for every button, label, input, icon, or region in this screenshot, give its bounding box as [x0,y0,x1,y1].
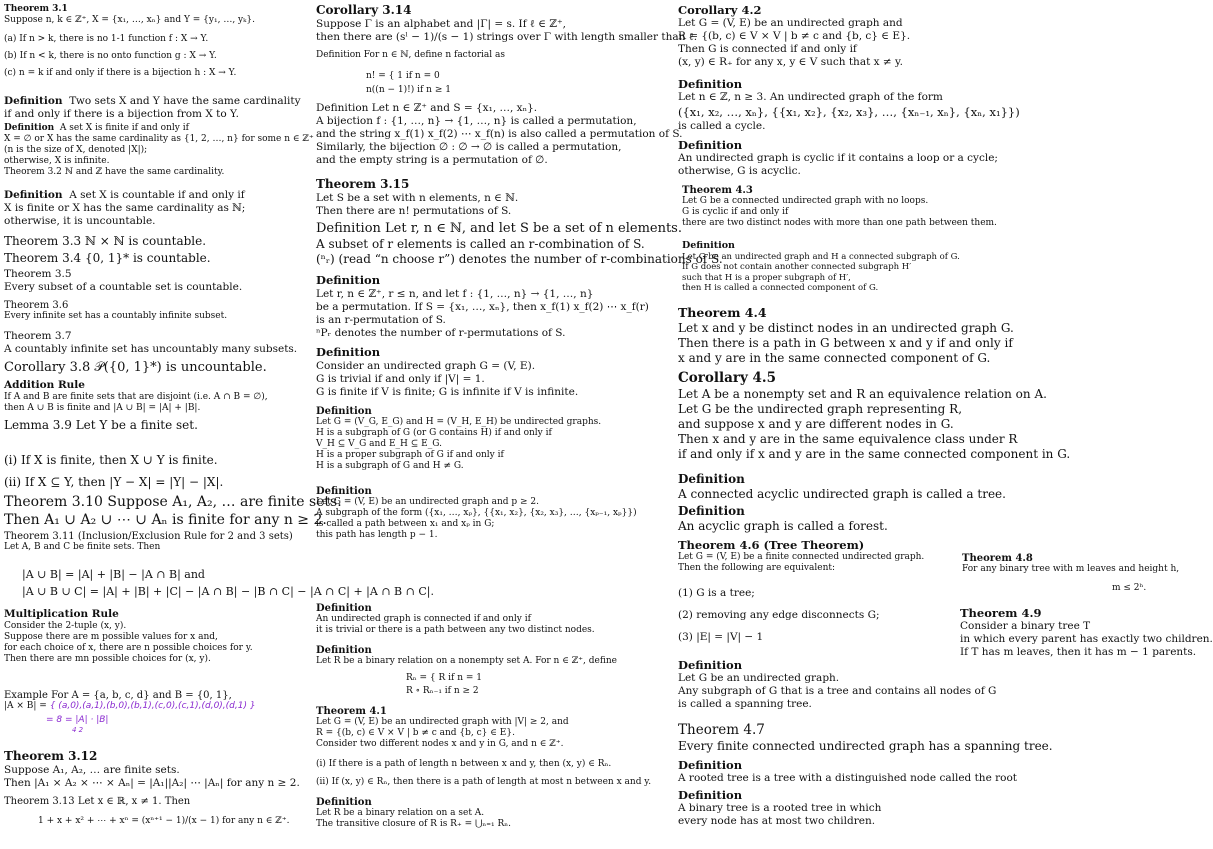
definition-combination [316,221,723,267]
block-title: Corollary 3.14 [316,3,412,17]
line: Similarly, the bijection ∅ : ∅ → ∅ is called a permutation, [316,141,622,153]
line: in which every parent has exactly two children. [960,633,1213,645]
theorem-3-7 [4,330,310,356]
theorem-4-8 [962,553,1194,594]
block-title: Definition [316,486,372,497]
block-title: Theorem 4.9 [960,606,1042,620]
definition-rooted-tree [678,758,1196,785]
line: An acyclic graph is called a forest. [678,519,888,533]
theorem-3-5 [4,268,310,294]
line: Consider the 2-tuple (x, y). [4,621,127,631]
block-title: Theorem 3.15 [316,177,410,191]
block-title: Addition Rule [4,379,85,391]
line: Suppose there are m possible values for x and, [4,632,218,642]
block-title: Definition [316,797,372,808]
line: if and only if there is a bijection from X to Y. [4,108,239,120]
theorem-3-6 [4,300,310,322]
theorem-4-1 [316,706,672,788]
line: Then A₁ ∪ A₂ ∪ ⋯ ∪ Aₙ is finite for any n ≥ 2. [4,512,327,528]
line: Let G = (V, E) be a finite connected undirected graph. [678,552,925,562]
definition-subgraph [316,406,672,472]
line: Suppose Γ is an alphabet and |Γ| = s. If ℓ ∈ ℤ⁺, [316,18,566,30]
lemma-3-9-ii: (ii) If X ⊆ Y, then |Y − X| = |Y| − |X|. [4,475,224,489]
line: (n is the size of X, denoted |X|); [4,145,148,155]
line: (ⁿᵣ) (read “n choose r”) denotes the number of r-combinations of S. [316,252,723,266]
handwritten-note: { (a,0),(a,1),(b,0),(b,1),(c,0),(c,1),(d,0),(d,1) } [49,701,256,711]
line: x and y are in the same connected component of G. [678,351,991,365]
corollary-4-2 [678,3,1196,69]
definition-finite [4,123,314,178]
block-title: Theorem 3.1 [4,4,68,14]
line: then H is called a connected component of G. [682,283,879,293]
theorem-4-7 [678,722,1196,754]
line: then there are (sˡ − 1)/(s − 1) strings over Γ with length smaller than ℓ. [316,31,698,43]
block-title: Theorem 3.12 [4,749,98,763]
equation: n! = { 1 if n = 0 [366,71,440,81]
block-title: Theorem 4.6 (Tree Theorem) [678,538,865,552]
definition-binary-tree [678,788,1196,828]
theorem-3-4: Theorem 3.4 {0, 1}* is countable. [4,251,211,265]
line: Let x and y be distinct nodes in an undirected graph G. [678,321,1014,335]
block-title: Theorem 3.7 [4,330,72,342]
theorem-3-13 [4,796,310,827]
block-title: Definition [316,645,372,656]
theorem-3-1 [4,4,310,79]
corollary-3-8: Corollary 3.8 𝒫({0, 1}*) is uncountable. [4,360,267,375]
block-title: Theorem 3.6 [4,300,69,311]
line: A subgraph of the form ({x₁, …, xₚ}, {{x₁, x₂}, {x₂, x₃}, …, {xₚ₋₁, xₚ}}) [316,508,637,518]
block-title: Definition [678,504,745,518]
line: R = {(b, c) ∈ V × V | b ≠ c and {b, c} ∈ E}. [316,728,515,738]
equation: Rₙ = { R if n = 1 [406,673,483,683]
line: m ≤ 2ʰ. [1112,583,1147,593]
line: Theorem 3.13 Let x ∈ ℝ, x ≠ 1. Then [4,796,191,807]
block-title: Theorem 4.8 [962,553,1033,564]
equation: |A ∪ B| = |A| + |B| − |A ∩ B| and [22,568,205,581]
definition-forest [678,504,1196,534]
block-title: Theorem 4.4 [678,305,767,320]
item-1: (1) G is a tree; [678,587,755,599]
line: Let G = (V, E) be an undirected graph and [678,17,903,29]
line: X = ∅ or X has the same cardinality as {1, 2, …, n} for some n ∈ ℤ⁺ [4,134,314,144]
line: Let G be an undirected graph and H a connected subgraph of G. [682,251,960,262]
line: R = {(b, c) ∈ V × V | b ≠ c and {b, c} ∈ E}. [678,30,911,42]
item-c: (c) n = k if and only if there is a bijection h : X → Y. [4,68,237,78]
line: Let n ∈ ℤ, n ≥ 3. An undirected graph of the form [678,91,943,103]
line: Let A be a nonempty set and R an equivalence relation on A. [678,387,1047,401]
theorem-3-3: Theorem 3.3 ℕ × ℕ is countable. [4,234,207,248]
equation: n((n − 1)!) if n ≥ 1 [366,85,451,95]
line: Let G = (V_G, E_G) and H = (V_H, E_H) be undirected graphs. [316,417,602,427]
equation: 1 + x + x² + ⋯ + xⁿ = (xⁿ⁺¹ − 1)/(x − 1) for any n ∈ ℤ⁺. [38,816,290,826]
column-3 [678,0,1213,849]
line: Example For A = {a, b, c, d} and B = {0, 1}, [4,690,232,701]
line: H is a proper subgraph of G if and only if [316,450,504,460]
theorem-3-15 [316,177,672,218]
theorem-3-12 [4,748,310,790]
theorem-3-10 [4,493,342,529]
block-title: Definition [316,273,381,287]
line: H is a subgraph of G (or G contains H) if and only if [316,428,552,438]
block-title: Theorem 4.3 [682,185,753,196]
corollary-3-14 [316,3,698,44]
line: is called a path between x₁ and xₚ in G; [316,519,495,529]
line: Definition Let r, n ∈ ℕ, and let S be a set of n elements. [316,221,682,236]
line: If T has m leaves, then it has m − 1 parents. [960,646,1197,658]
definition-r-n [316,645,672,697]
line: A set X is countable if and only if [69,189,245,201]
line: Two sets X and Y have the same cardinality [69,95,301,107]
line: Then there are n! permutations of S. [316,205,512,217]
line: otherwise, it is uncountable. [4,215,156,227]
line: it is trivial or there is a path between any two distinct nodes. [316,625,595,635]
line: ⁿPᵣ denotes the number of r-permutations of S. [316,327,566,339]
line: If A and B are finite sets that are disjoint (i.e. A ∩ B = ∅), [4,392,268,402]
block-title: Corollary 4.2 [678,3,762,17]
theorem-4-6 [678,538,956,644]
equation: R ∘ Rₙ₋₁ if n ≥ 2 [406,686,479,696]
statement: Suppose n, k ∈ ℤ⁺, X = {x₁, …, xₙ} and Y = {y₁, …, yₖ}. [4,15,255,25]
definition-graph [316,345,672,399]
line: Let G = (V, E) be an undirected graph and p ≥ 2. [316,497,540,507]
equation: |A ∪ B ∪ C| = |A| + |B| + |C| − |A ∩ B| − |B ∩ C| − |A ∩ C| + |A ∩ B ∩ C|. [22,585,434,598]
block-title: Definition [682,240,735,251]
line: G is cyclic if and only if [682,207,789,217]
corollary-4-5 [678,370,1196,462]
block-title: Definition [678,472,745,486]
line: Let A, B and C be finite sets. Then [4,542,161,552]
line: if and only if x and y are in the same connected component in G. [678,447,1071,461]
handwritten-note: = 8 = |A| · |B| [46,715,109,725]
line: otherwise, X is infinite. [4,156,110,166]
block-title: Definition [678,77,743,91]
block-title: Theorem 3.5 [4,268,72,280]
line: A countably infinite set has uncountably many subsets. [4,343,298,355]
line: ({x₁, x₂, …, xₙ}, {{x₁, x₂}, {x₂, x₃}, …, {xₙ₋₁, xₙ}, {xₙ, x₁}}) [678,105,1020,119]
block-title: Corollary 4.5 [678,370,777,386]
definition-cardinality [4,95,310,121]
block-title: Definition [316,345,381,359]
line: Definition Let n ∈ ℤ⁺ and S = {x₁, …, xₙ}. [316,102,538,114]
multiplication-rule [4,608,310,665]
line: Every finite connected undirected graph has a spanning tree. [678,739,1053,753]
definition-tree [678,472,1196,502]
line: Consider an undirected graph G = (V, E). [316,360,536,372]
line: Then |A₁ × A₂ × ⋯ × Aₙ| = |A₁||A₂| ⋯ |Aₙ| for any n ≥ 2. [4,777,300,789]
definition-r-permutation [316,273,672,340]
line: Consider a binary tree T [960,620,1091,632]
lemma-3-9-i: (i) If X is finite, then X ∪ Y is finite. [4,453,218,467]
line: for each choice of x, there are n possible choices for y. [4,643,253,653]
item-3: (3) |E| = |V| − 1 [678,631,764,643]
definition-transitive-closure [316,797,672,830]
line: The transitive closure of R is R₊ = ⋃ₙ₌₁ Rₙ. [316,819,511,829]
block-title: Definition [4,95,63,107]
line: Let r, n ∈ ℤ⁺, r ≤ n, and let f : {1, …, n} → {1, …, n} [316,288,594,300]
definition-connected-component [682,241,1196,294]
definition-connected [316,603,672,636]
line: there are two distinct nodes with more than one path between them. [682,218,997,228]
line: If G does not contain another connected subgraph H′ [682,262,912,272]
line: A rooted tree is a tree with a distinguished node called the root [678,772,1018,784]
definition-spanning-tree [678,658,1196,711]
line: H is a subgraph of G and H ≠ G. [316,461,464,471]
line: Let G be an undirected graph. [678,672,840,684]
line: is called a spanning tree. [678,698,812,710]
line: (x, y) ∈ R₊ for any x, y ∈ V such that x ≠ y. [678,56,903,68]
line: A subset of r elements is called an r-combination of S. [316,237,645,251]
line: be a permutation. If S = {x₁, …, xₙ}, then x_f(1) x_f(2) ⋯ x_f(r) [316,301,649,313]
line: An undirected graph is cyclic if it contains a loop or a cycle; [678,152,998,164]
item-a: (a) If n > k, there is no 1-1 function f : X → Y. [4,34,209,44]
line: Every infinite set has a countably infinite subset. [4,311,228,321]
line: every node has at most two children. [678,815,876,827]
line: G is finite if V is finite; G is infinite if V is infinite. [316,386,579,398]
addition-rule [4,379,310,414]
theorem-4-4 [678,305,1196,366]
definition-countable [4,189,310,228]
line: Consider two different nodes x and y in G, and n ∈ ℤ⁺. [316,739,564,749]
line: A set X is finite if and only if [59,123,189,133]
line: |A × B| = [4,701,47,711]
definition-path [316,486,672,541]
line: Theorem 3.10 Suppose A₁, A₂, … are finite sets. [4,494,342,510]
line: Then the following are equivalent: [678,563,836,573]
block-title: Definition [678,788,743,802]
block-title: Theorem 4.1 [316,706,387,717]
line: For any binary tree with m leaves and height h, [962,564,1180,574]
line: Let G be a connected undirected graph with no loops. [682,196,929,206]
line: G is trivial if and only if |V| = 1. [316,373,485,385]
line: Definition For n ∈ ℕ, define n factorial as [316,50,506,60]
block-title: Multiplication Rule [4,608,119,620]
line: Let R be a binary relation on a set A. [316,808,485,818]
line: Suppose A₁, A₂, … are finite sets. [4,764,180,776]
block-title: Theorem 4.7 [678,722,765,738]
line: and suppose x and y are different nodes in G. [678,417,954,431]
block-title: Definition [678,658,743,672]
block-title: Definition [678,758,743,772]
item-i: (i) If there is a path of length n between x and y, then (x, y) ∈ Rₙ. [316,759,612,769]
line: Then G is connected if and only if [678,43,857,55]
block-title: Definition [4,189,63,201]
line: Then x and y are in the same equivalence class under R [678,432,1018,446]
lemma-3-9: Lemma 3.9 Let Y be a finite set. [4,418,198,432]
line: Then there is a path in G between x and y if and only if [678,336,1013,350]
line: A connected acyclic undirected graph is called a tree. [678,487,1006,501]
theorem-4-9 [960,606,1213,659]
theorem-3-2: Theorem 3.2 ℕ and ℤ have the same cardinality. [4,167,225,177]
line: V_H ⊆ V_G and E_H ⊆ E_G. [316,439,442,449]
definition-permutation [316,102,683,167]
line: otherwise, G is acyclic. [678,165,801,177]
definition-factorial [316,50,672,96]
block-title: Theorem 3.11 (Inclusion/Exclusion Rule for 2 and 3 sets) [4,531,293,542]
line: Any subgraph of G that is a tree and contains all nodes of G [678,685,997,697]
block-title: Definition [316,603,372,614]
line: and the string x_f(1) x_f(2) ⋯ x_f(n) is also called a permutation of S. [316,128,683,140]
block-title: Definition [316,406,372,417]
item-2: (2) removing any edge disconnects G; [678,609,880,621]
line: Then there are mn possible choices for (x, y). [4,654,211,664]
line: A binary tree is a rooted tree in which [678,802,882,814]
line: Let S be a set with n elements, n ∈ ℕ. [316,192,519,204]
block-title: Definition [678,138,743,152]
line: Let R be a binary relation on a nonempty set A. For n ∈ ℤ⁺, define [316,656,617,666]
line: and the empty string is a permutation of ∅. [316,154,548,166]
line: is an r-permutation of S. [316,314,446,326]
definition-cyclic [678,138,1196,178]
line: Every subset of a countable set is countable. [4,281,243,293]
item-b: (b) If n < k, there is no onto function g : X → Y. [4,51,217,61]
line: An undirected graph is connected if and only if [316,614,531,624]
item-ii: (ii) If (x, y) ∈ Rₙ, then there is a path of length at most n between x and y. [316,777,652,787]
inclusion-exclusion-equations [22,568,434,598]
theorem-4-3 [682,185,1196,229]
theorem-3-11 [4,531,310,553]
line: Let G be the undirected graph representing R, [678,402,963,416]
line: X is finite or X has the same cardinality as ℕ; [4,202,246,214]
line: this path has length p − 1. [316,530,438,540]
example [4,690,310,734]
handwritten-note: 4 2 [72,726,84,734]
line: then A ∪ B is finite and |A ∪ B| = |A| + |B|. [4,403,201,413]
block-title: Definition [4,123,55,133]
line: such that H is a proper subgraph of H′, [682,272,851,283]
definition-cycle [678,77,1196,133]
line: is called a cycle. [678,120,766,132]
line: Let G = (V, E) be an undirected graph with |V| ≥ 2, and [316,717,569,727]
line: A bijection f : {1, …, n} → {1, …, n} is called a permutation, [316,115,637,127]
